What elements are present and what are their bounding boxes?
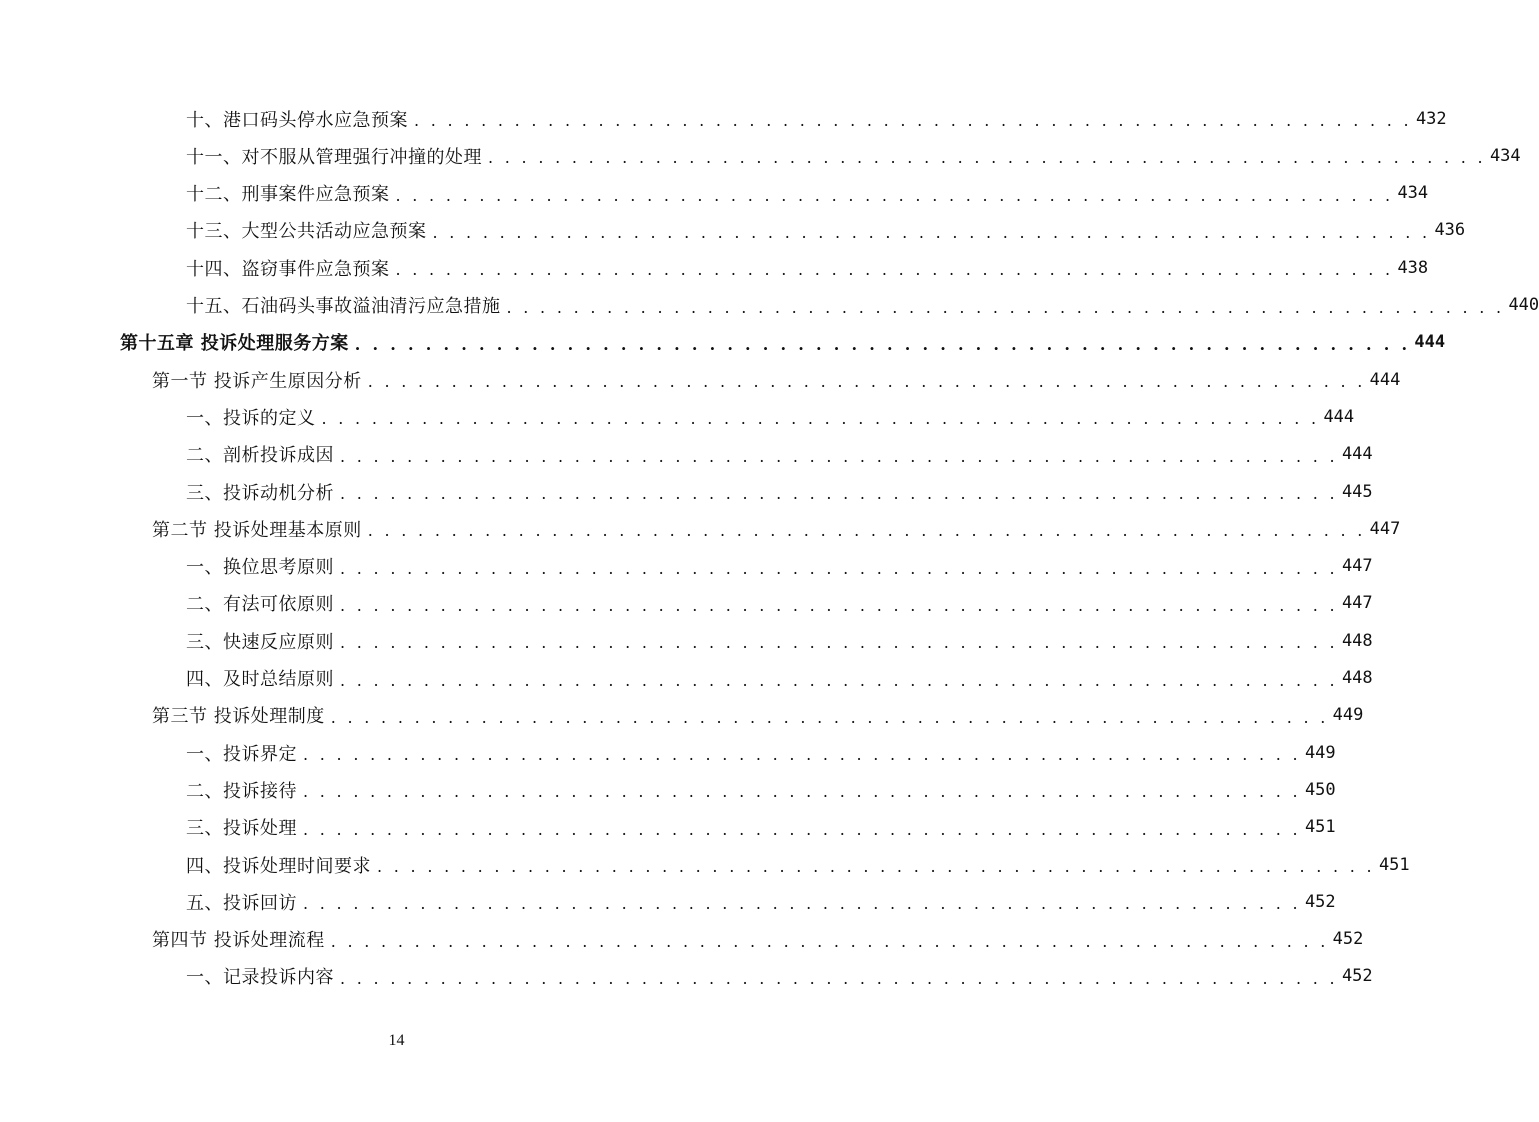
toc-entry-page: 447	[1369, 518, 1401, 539]
toc-section-entry[interactable]	[152, 921, 1364, 958]
toc-subsection-entry[interactable]	[186, 100, 1447, 137]
toc-entry-title: 三、投诉处理	[186, 818, 297, 840]
toc-entry-page: 444	[1323, 406, 1355, 427]
toc-dot-leader: . . . . . . . . . . . . . . . . . . . . . . . . . . . . . . . . . . . . . . . . . . . . . . . . . . . . . . . . . . . .	[330, 931, 1329, 951]
toc-entry-page: 445	[1341, 481, 1373, 502]
toc-entry-page: 450	[1304, 779, 1336, 800]
toc-entry-page: 452	[1332, 929, 1364, 950]
toc-dot-leader: . . . . . . . . . . . . . . . . . . . . . . . . . . . . . . . . . . . . . . . . . . . . . . . . . . . . . . . . . . . .	[432, 222, 1431, 242]
toc-entry-title: 二、剖析投诉成因	[186, 445, 334, 467]
toc-entry-page: 452	[1304, 891, 1336, 912]
toc-dot-leader: . . . . . . . . . . . . . . . . . . . . . . . . . . . . . . . . . . . . . . . . . . . . . . . . . . . . . . . . . . . .	[340, 670, 1338, 690]
toc-entry-title: 一、记录投诉内容	[186, 967, 334, 989]
toc-entry-page: 448	[1341, 668, 1373, 688]
toc-entry-title: 四、及时总结原则	[186, 669, 334, 690]
toc-subsection-entry[interactable]	[186, 287, 1539, 324]
toc-dot-leader: . . . . . . . . . . . . . . . . . . . . . . . . . . . . . . . . . . . . . . . . . . . . . . . . . . . . . . . . . . . .	[340, 633, 1338, 653]
toc-entry-title: 第二节 投诉处理基本原则	[152, 519, 362, 541]
toc-subsection-entry[interactable]	[186, 137, 1521, 174]
toc-dot-leader: . . . . . . . . . . . . . . . . . . . . . . . . . . . . . . . . . . . . . . . . . . . . . . . . . . . . . . . . . . . .	[340, 446, 1338, 466]
toc-dot-leader: . . . . . . . . . . . . . . . . . . . . . . . . . . . . . . . . . . . . . . . . . . . . . . . . . . . . . . . . . . . .	[340, 968, 1338, 988]
page-number: 14	[388, 1032, 405, 1049]
toc-entry-title: 十三、大型公共活动应急预案	[186, 221, 427, 243]
toc-dot-leader: . . . . . . . . . . . . . . . . . . . . . . . . . . . . . . . . . . . . . . . . . . . . . . . . . . . . . . . . . . . .	[367, 521, 1366, 541]
toc-dot-leader: . . . . . . . . . . . . . . . . . . . . . . . . . . . . . . . . . . . . . . . . . . . . . . . . . . . . . . . . . . . .	[395, 260, 1394, 280]
toc-entry-page: 452	[1341, 966, 1373, 987]
toc-entry-title: 十四、盗窃事件应急预案	[186, 258, 390, 280]
toc-dot-leader: . . . . . . . . . . . . . . . . . . . . . . . . . . . . . . . . . . . . . . . . . . . . . . . . . . . . . . . . . . . .	[340, 484, 1338, 503]
toc-entry-title: 二、有法可依原则	[186, 594, 334, 616]
toc-dot-leader: . . . . . . . . . . . . . . . . . . . . . . . . . . . . . . . . . . . . . . . . . . . . . . . . . . . . . . . . . . . .	[303, 819, 1301, 839]
toc-entry-title: 第一节 投诉产生原因分析	[152, 370, 362, 392]
toc-entry-page: 447	[1341, 556, 1373, 577]
toc-entry-title: 第三节 投诉处理制度	[152, 706, 325, 728]
toc-entry-page: 444	[1414, 332, 1446, 353]
toc-subsection-entry[interactable]	[186, 249, 1429, 286]
toc-entry-page: 444	[1341, 444, 1373, 465]
toc-entry-title: 一、换位思考原则	[186, 557, 334, 579]
toc-entry-title: 十一、对不服从管理强行冲撞的处理	[186, 146, 482, 168]
toc-subsection-entry[interactable]	[186, 958, 1373, 995]
toc-subsection-entry[interactable]	[186, 473, 1373, 510]
toc-subsection-entry[interactable]	[186, 846, 1410, 883]
toc-subsection-entry[interactable]	[186, 883, 1336, 920]
toc-subsection-entry[interactable]	[186, 660, 1373, 697]
toc-subsection-entry[interactable]	[186, 436, 1373, 473]
toc-entry-page: 451	[1304, 817, 1336, 838]
toc-entry-title: 十二、刑事案件应急预案	[186, 184, 390, 206]
toc-entry-page: 449	[1304, 742, 1336, 763]
toc-entry-page: 448	[1341, 630, 1373, 651]
toc-subsection-entry[interactable]	[186, 734, 1336, 771]
toc-entry-title: 第十五章 投诉处理服务方案	[120, 333, 349, 355]
toc-entry-page: 444	[1369, 369, 1401, 390]
toc-entry-title: 一、投诉界定	[186, 743, 297, 765]
toc-dot-leader: . . . . . . . . . . . . . . . . . . . . . . . . . . . . . . . . . . . . . . . . . . . . . . . . . . . . . . . . . . . .	[340, 558, 1338, 578]
toc-dot-leader: . . . . . . . . . . . . . . . . . . . . . . . . . . . . . . . . . . . . . . . . . . . . . . . . . . . . . . . . . . . .	[506, 297, 1505, 317]
toc-dot-leader: . . . . . . . . . . . . . . . . . . . . . . . . . . . . . . . . . . . . . . . . . . . . . . . . . . . . . . . . . . . .	[330, 707, 1329, 727]
toc-dot-leader: . . . . . . . . . . . . . . . . . . . . . . . . . . . . . . . . . . . . . . . . . . . . . . . . . . . . . . . . . . . .	[303, 894, 1301, 914]
toc-entry-page: 434	[1397, 183, 1429, 204]
toc-entry-title: 四、投诉处理时间要求	[186, 855, 371, 877]
toc-entry-title: 第四节 投诉处理流程	[152, 930, 325, 952]
toc-entry-title: 三、投诉动机分析	[186, 482, 334, 504]
toc-entry-page: 440	[1508, 295, 1539, 315]
toc-entry-page: 436	[1434, 220, 1466, 241]
toc-dot-leader: . . . . . . . . . . . . . . . . . . . . . . . . . . . . . . . . . . . . . . . . . . . . . . . . . . . . . . . . . . . .	[340, 595, 1338, 615]
toc-section-entry[interactable]	[152, 510, 1401, 547]
toc-subsection-entry[interactable]	[186, 809, 1336, 846]
toc-entry-page: 449	[1332, 705, 1364, 726]
toc-section-entry[interactable]	[152, 697, 1364, 734]
toc-subsection-entry[interactable]	[186, 175, 1429, 212]
toc-dot-leader: . . . . . . . . . . . . . . . . . . . . . . . . . . . . . . . . . . . . . . . . . . . . . . . . . . . . . . . . . . . .	[303, 782, 1301, 802]
toc-dot-leader: . . . . . . . . . . . . . . . . . . . . . . . . . . . . . . . . . . . . . . . . . . . . . . . . . . . . . . . . . . . .	[414, 111, 1412, 130]
toc-entry-page: 432	[1415, 108, 1447, 129]
toc-subsection-entry[interactable]	[186, 771, 1336, 808]
toc-entry-title: 十五、石油码头事故溢油清污应急措施	[186, 296, 501, 317]
toc-subsection-entry[interactable]	[186, 585, 1373, 622]
toc-entry-title: 一、投诉的定义	[186, 407, 316, 429]
toc-entry-title: 十、港口码头停水应急预案	[186, 109, 408, 131]
toc-subsection-entry[interactable]	[186, 548, 1373, 585]
toc-entry-page: 451	[1378, 854, 1410, 875]
toc-dot-leader: . . . . . . . . . . . . . . . . . . . . . . . . . . . . . . . . . . . . . . . . . . . . . . . . . . . . . . . . . . . .	[377, 857, 1375, 876]
toc-entry-page: 447	[1341, 593, 1373, 614]
toc-dot-leader: . . . . . . . . . . . . . . . . . . . . . . . . . . . . . . . . . . . . . . . . . . . . . . . . . . . . . . . . . . . .	[395, 185, 1394, 205]
toc-entry-title: 五、投诉回访	[186, 892, 297, 914]
toc-dot-leader: . . . . . . . . . . . . . . . . . . . . . . . . . . . . . . . . . . . . . . . . . . . . . . . . . . . . . . . . . . . .	[303, 745, 1301, 765]
toc-dot-leader: . . . . . . . . . . . . . . . . . . . . . . . . . . . . . . . . . . . . . . . . . . . . . . . . . . . . . . . . . . . .	[367, 372, 1366, 392]
toc-entry-title: 三、快速反应原则	[186, 631, 334, 653]
toc-dot-leader: . . . . . . . . . . . . . . . . . . . . . . . . . . . . . . . . . . . . . . . . . . . . . . . . . . . . . . . . . . . .	[321, 409, 1320, 429]
toc-chapter-entry[interactable]	[120, 324, 1446, 361]
toc-subsection-entry[interactable]	[186, 622, 1373, 659]
toc-subsection-entry[interactable]	[186, 398, 1355, 435]
toc-entry-page: 438	[1397, 257, 1429, 278]
toc-entry-title: 二、投诉接待	[186, 780, 297, 802]
toc-subsection-entry[interactable]	[186, 212, 1466, 249]
toc-dot-leader: . . . . . . . . . . . . . . . . . . . . . . . . . . . . . . . . . . . . . . . . . . . . . . . . . . . . . . . . . . . .	[488, 148, 1486, 168]
toc-dot-leader: . . . . . . . . . . . . . . . . . . . . . . . . . . . . . . . . . . . . . . . . . . . . . . . . . . . . . . . . . . . .	[354, 334, 1411, 354]
toc-section-entry[interactable]	[152, 361, 1401, 398]
toc-entry-page: 434	[1489, 145, 1521, 166]
